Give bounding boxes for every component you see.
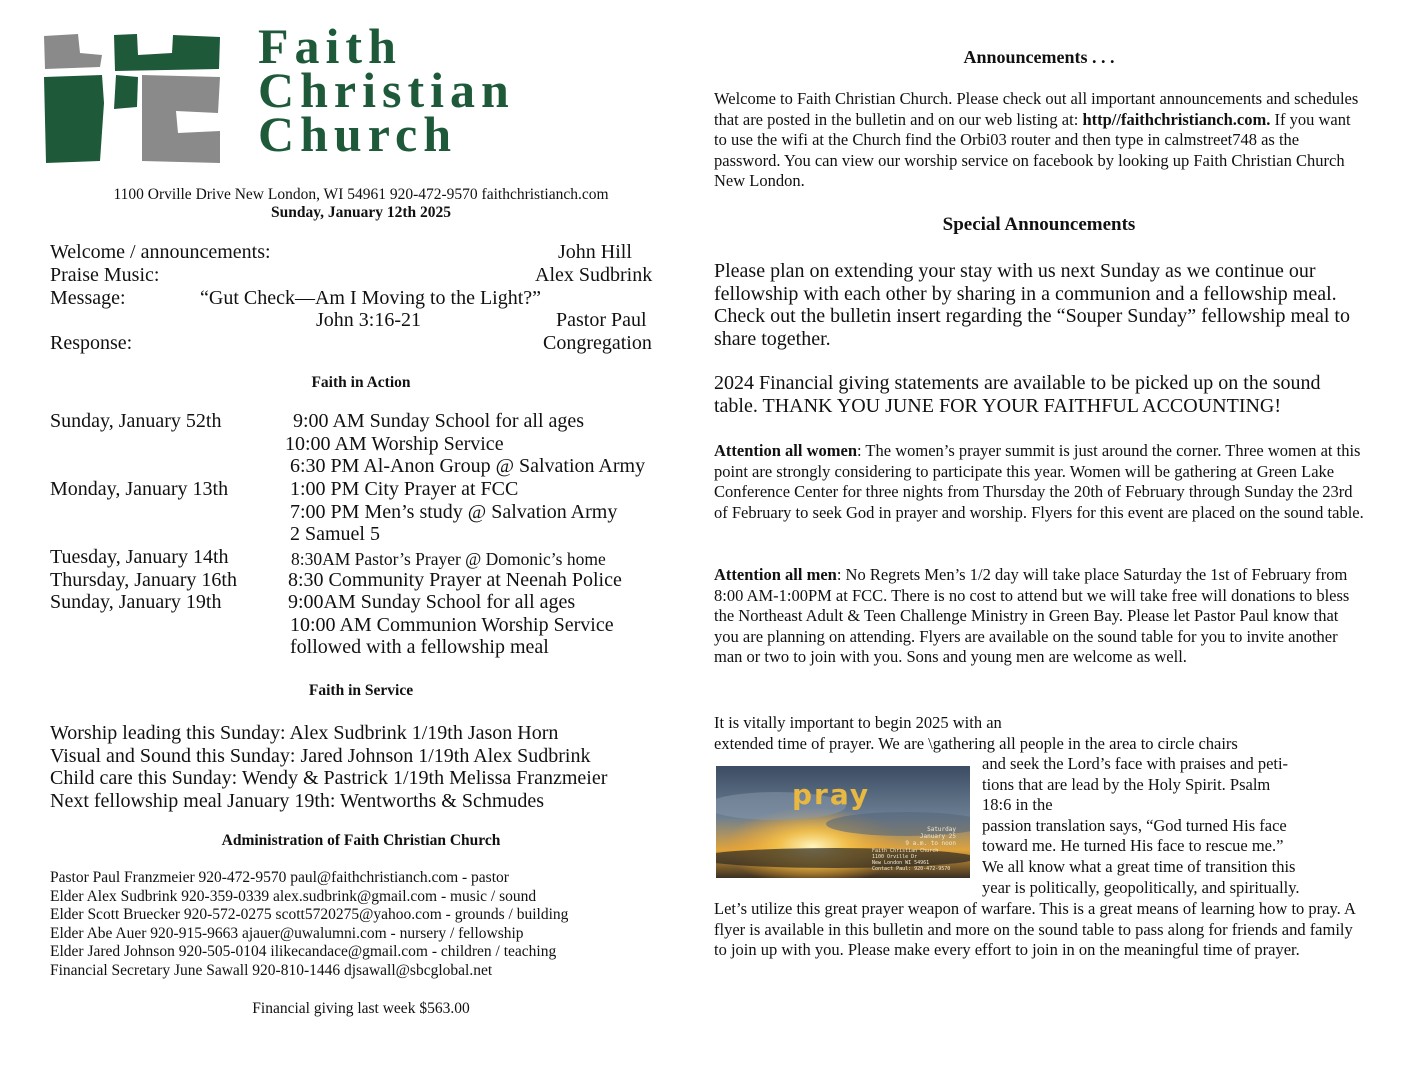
administration-heading: Administration of Faith Christian Church	[221, 832, 501, 849]
faith-in-action-schedule	[50, 410, 680, 660]
prayer-line: and seek the Lord’s face with praises and peti-	[982, 754, 1289, 773]
service-assignment: Worship leading this Sunday: Alex Sudbrink 1/19th Jason Horn	[50, 722, 559, 744]
welcome-paragraph	[714, 89, 1364, 192]
women-announcement	[714, 441, 1364, 523]
service-label: Response:	[50, 332, 133, 354]
church-address: 1100 Orville Drive New London, WI 54961 920-472-9570 faithchristianch.com	[113, 186, 609, 203]
schedule-day: Monday, January 13th	[50, 478, 229, 500]
service-label: Praise Music:	[50, 264, 160, 286]
schedule-event: 10:00 AM Worship Service	[285, 433, 504, 455]
men-text: : No Regrets Men’s 1/2 day will take place Saturday the 1st of February from 8:00 AM-1:00PM at FCC. There is no cost to attend but we will take free will donations to bless the Northeast Adult & Teen Challenge Ministry in Green Bay. Please let Pastor Paul know that you are planning on attending. Flyers are available on the sound table for you to invite another man or two to join with you. Sons and young men are welcome as well.	[714, 565, 1350, 667]
flyer-text: 1100 Orville Dr	[872, 854, 918, 860]
bulletin-date: Sunday, January 12th 2025	[270, 204, 452, 221]
staff-contact: Pastor Paul Franzmeier 920-472-9570 paul@faithchristianch.com - pastor	[50, 869, 509, 886]
church-logo-wordmark	[258, 18, 678, 162]
flyer-text: Saturday	[927, 826, 956, 833]
logo-line-2: Christian	[258, 62, 515, 118]
schedule-event: 2 Samuel 5	[290, 523, 380, 545]
pray-flyer-church	[872, 848, 950, 872]
prayer-line: It is vitally important to begin 2025 with an	[714, 713, 1002, 732]
service-value: Alex Sudbrink	[535, 264, 653, 286]
staff-contact: Elder Scott Bruecker 920-572-0275 scott5720275@yahoo.com - grounds / building	[50, 906, 569, 923]
flyer-text: New London WI 54961	[872, 860, 930, 866]
schedule-event: 7:00 PM Men’s study @ Salvation Army	[290, 501, 618, 523]
prayer-line: 18:6 in the	[982, 795, 1053, 815]
flyer-text: Contact Paul: 920-472-9570	[872, 866, 951, 872]
pray-word: pray	[792, 778, 871, 811]
schedule-day: Tuesday, January 14th	[50, 546, 229, 568]
schedule-event: 9:00AM Sunday School for all ages	[288, 591, 576, 613]
welcome-text: Welcome to Faith Christian Church. Please check out all important announcements and schedules that are posted in the bulletin and on our web listing at:	[714, 89, 1359, 129]
welcome-text-continued: If you want to use the wifi at the Church find the Orbi03 router and then type in calmstreet748 as the password. You can view our worship service on facebook by looking up Faith Christian Church New London.	[714, 109, 1351, 191]
service-value: Pastor Paul	[556, 309, 647, 331]
logo-line-3: Church	[258, 106, 458, 162]
pray-flyer-date	[905, 826, 956, 847]
schedule-event: 8:30AM Pastor’s Prayer @ Domonic’s home	[291, 549, 606, 569]
prayer-line: year is politically, geopolitically, and spiritually.	[982, 877, 1300, 897]
staff-contact: Elder Jared Johnson 920-505-0104 ilikecandace@gmail.com - children / teaching	[50, 943, 557, 960]
schedule-event: 10:00 AM Communion Worship Service	[290, 614, 614, 636]
prayer-closing: Let’s utilize this great prayer weapon of warfare. This is a great means of learning how to pray. A flyer is available in this bulletin and more on the sound table to pass along for friends and family to join up with you. Please make every effort to join in on the meaningful time of prayer.	[714, 899, 1355, 960]
service-assignment: Next fellowship meal January 19th: Wentworths & Schmudes	[50, 789, 545, 812]
schedule-day: Sunday, January 19th	[50, 591, 222, 613]
prayer-line: tions that are lead by the Holy Spirit. Psalm	[982, 774, 1271, 794]
prayer-line: passion translation says, “God turned His face	[982, 815, 1287, 835]
special-announcements-heading: Special Announcements	[942, 214, 1136, 235]
schedule-day: Thursday, January 16th	[50, 569, 237, 591]
staff-contact: Elder Abe Auer 920-915-9663 ajauer@uwalumni.com - nursery / fellowship	[50, 924, 524, 942]
logo-line-1: Faith	[258, 18, 402, 74]
service-label: Message:	[50, 287, 126, 309]
prayer-intro	[714, 713, 1374, 754]
schedule-event: 9:00 AM Sunday School for all ages	[293, 410, 585, 432]
schedule-event: 6:30 PM Al-Anon Group @ Salvation Army	[290, 455, 646, 477]
website-link[interactable]: http//faithchristianch.com.	[1082, 109, 1271, 129]
pray-flyer-image	[716, 766, 970, 878]
prayer-line: extended time of prayer. We are \gathering all people in the area to circle chairs	[714, 733, 1238, 753]
flyer-text: January 25	[919, 833, 956, 840]
giving-statements-paragraph: 2024 Financial giving statements are available to be picked up on the sound table. THANK YOU JUNE FOR YOUR FAITHFUL ACCOUNTING!	[714, 372, 1321, 417]
announcements-heading: Announcements . . .	[963, 47, 1115, 67]
faith-in-service-list	[50, 722, 680, 812]
prayer-line: We all know what a great time of transition this	[982, 856, 1296, 876]
staff-contact: Elder Alex Sudbrink 920-359-0339 alex.sudbrink@gmail.com - music / sound	[50, 887, 537, 905]
flyer-text: 9 a.m. to noon	[905, 840, 956, 847]
service-value: John Hill	[558, 241, 632, 263]
schedule-event: 8:30 Community Prayer at Neenah Police	[288, 569, 622, 591]
financial-giving: Financial giving last week $563.00	[252, 1000, 470, 1017]
administration-list	[50, 869, 680, 980]
prayer-side-text	[982, 754, 1372, 898]
prayer-line: toward me. He turned His face to rescue me.”	[982, 836, 1284, 856]
scripture-reference: John 3:16-21	[316, 309, 421, 331]
flyer-text: Faith Christian Church	[872, 848, 939, 854]
order-of-service	[50, 241, 670, 356]
church-logo-mark	[42, 33, 222, 165]
faith-in-service-heading: Faith in Service	[308, 682, 414, 699]
schedule-event: followed with a fellowship meal	[290, 636, 549, 658]
men-announcement	[714, 565, 1364, 668]
schedule-day: Sunday, January 52th	[50, 410, 222, 432]
faith-in-action-heading: Faith in Action	[311, 374, 411, 391]
women-text: : The women’s prayer summit is just around the corner. Three women at this point are strongly considering to participate this year. Women will be gathering at Green Lake Conference Center for three nights from Thursday the 20th of February through Sunday the 23rd of February to seek God in prayer and worship. Flyers for this event are placed on the sound table.	[714, 441, 1364, 522]
service-value: Congregation	[543, 332, 652, 354]
service-assignment: Child care this Sunday: Wendy & Pastrick 1/19th Melissa Franzmeier	[50, 767, 608, 789]
staff-contact: Financial Secretary June Sawall 920-810-1446 djsawall@sbcglobal.net	[50, 961, 493, 979]
schedule-event: 1:00 PM City Prayer at FCC	[290, 478, 519, 500]
message-title: “Gut Check—Am I Moving to the Light?”	[200, 287, 542, 309]
women-label: Attention all women	[714, 441, 857, 460]
fellowship-paragraph: Please plan on extending your stay with us next Sunday as we continue our fellowship with each other by sharing in a communion and a fellowship meal. Check out the bulletin insert regarding the “Souper Sunday” fellowship meal to share together.	[714, 260, 1350, 350]
service-assignment: Visual and Sound this Sunday: Jared Johnson 1/19th Alex Sudbrink	[50, 744, 591, 767]
service-label: Welcome / announcements:	[50, 241, 271, 263]
men-label: Attention all men	[714, 565, 837, 584]
